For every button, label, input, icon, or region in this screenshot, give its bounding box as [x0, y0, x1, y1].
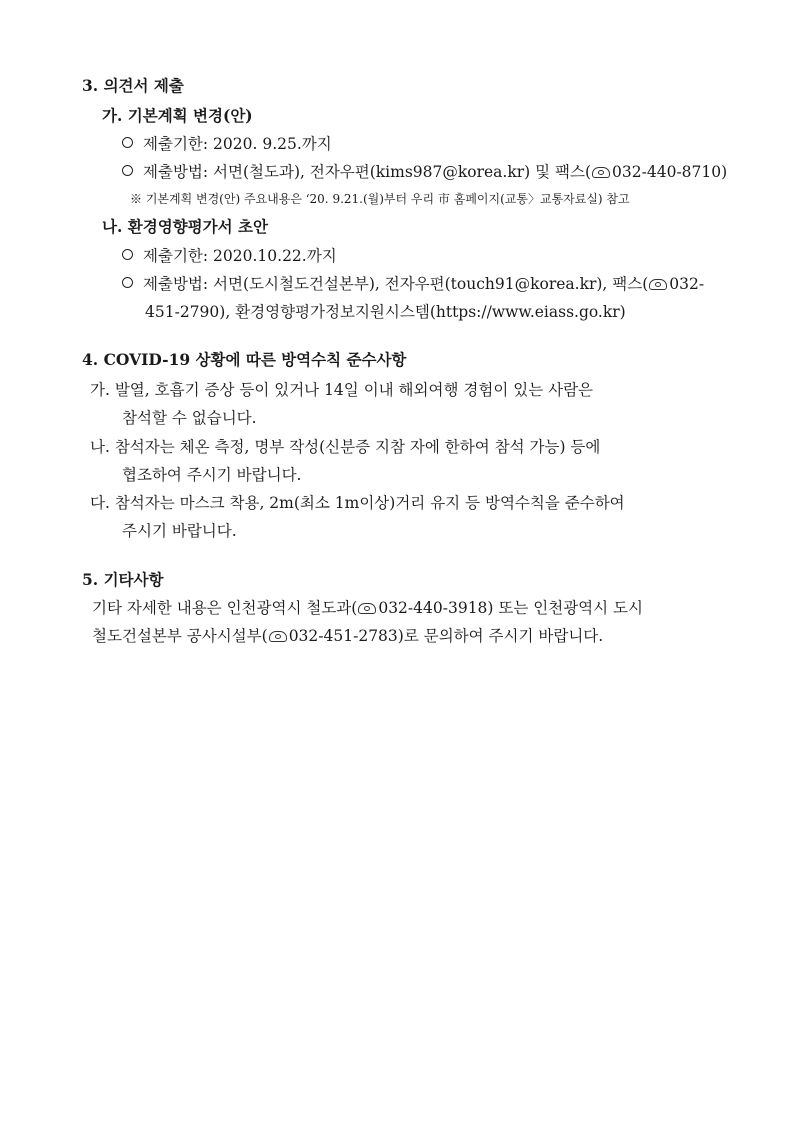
contact-text: 032-440-3918) 또는 인천광역시 도시	[378, 599, 644, 617]
telephone-icon	[592, 167, 610, 178]
section-3-na-deadline	[122, 246, 337, 266]
section-3-ga-title: 가. 기본계획 변경(안)	[102, 106, 253, 125]
section-4-ga-line2: 참석할 수 없습니다.	[122, 409, 257, 427]
fax-number: 032-440-8710)	[612, 163, 728, 181]
section-3-ga-method	[122, 162, 727, 182]
section-5-title: 5. 기타사항	[82, 570, 164, 589]
section-3-na-method-cont: 451-2790), 환경영향평가정보지원시스템(https://www.eiass.go.kr)	[145, 303, 626, 321]
telephone-icon	[649, 279, 667, 290]
section-3-title: 3. 의견서 제출	[82, 76, 184, 95]
section-4-na-line2: 협조하여 주시기 바랍니다.	[122, 466, 302, 484]
method-text: 제출방법: 서면(철도과), 전자우편(kims987@korea.kr) 및 팩스(	[143, 163, 592, 181]
fax-number: 032-	[669, 275, 705, 293]
telephone-icon	[358, 603, 376, 614]
method-text: 제출방법: 서면(도시철도건설본부), 전자우편(touch91@korea.kr), 팩스(	[143, 275, 649, 293]
section-4-da-line2: 주시기 바랍니다.	[122, 522, 237, 540]
section-5-line1	[92, 598, 643, 618]
circle-bullet-icon	[122, 249, 133, 260]
section-3-ga-deadline	[122, 134, 332, 154]
section-3-na-title: 나. 환경영향평가서 초안	[102, 217, 268, 236]
section-4-title: 4. COVID-19 상황에 따른 방역수칙 준수사항	[82, 350, 407, 369]
circle-bullet-icon	[122, 165, 133, 176]
circle-bullet-icon	[122, 277, 133, 288]
section-3-ga-note: ※ 기본계획 변경(안) 주요내용은 ‘20. 9.21.(월)부터 우리 市 홈페이지(교통〉교통자료실) 참고	[130, 192, 630, 206]
circle-bullet-icon	[122, 137, 133, 148]
contact-text: 철도건설본부 공사시설부(	[92, 627, 268, 645]
section-5-line2	[92, 626, 603, 646]
contact-text: 032-451-2783)로 문의하여 주시기 바랍니다.	[288, 627, 604, 645]
section-4-na-line1: 나. 참석자는 체온 측정, 명부 작성(신분증 지참 자에 한하여 참석 가능) 등에	[90, 438, 601, 456]
deadline-text: 제출기한: 2020. 9.25.까지	[143, 135, 332, 153]
contact-text: 기타 자세한 내용은 인천광역시 철도과(	[92, 599, 358, 617]
deadline-text: 제출기한: 2020.10.22.까지	[143, 247, 337, 265]
section-3-na-method	[122, 274, 704, 294]
section-4-ga-line1: 가. 발열, 호흡기 증상 등이 있거나 14일 이내 해외여행 경험이 있는 사람은	[90, 381, 594, 399]
telephone-icon	[269, 631, 287, 642]
section-4-da-line1: 다. 참석자는 마스크 착용, 2m(최소 1m이상)거리 유지 등 방역수칙을 준수하여	[90, 494, 625, 512]
